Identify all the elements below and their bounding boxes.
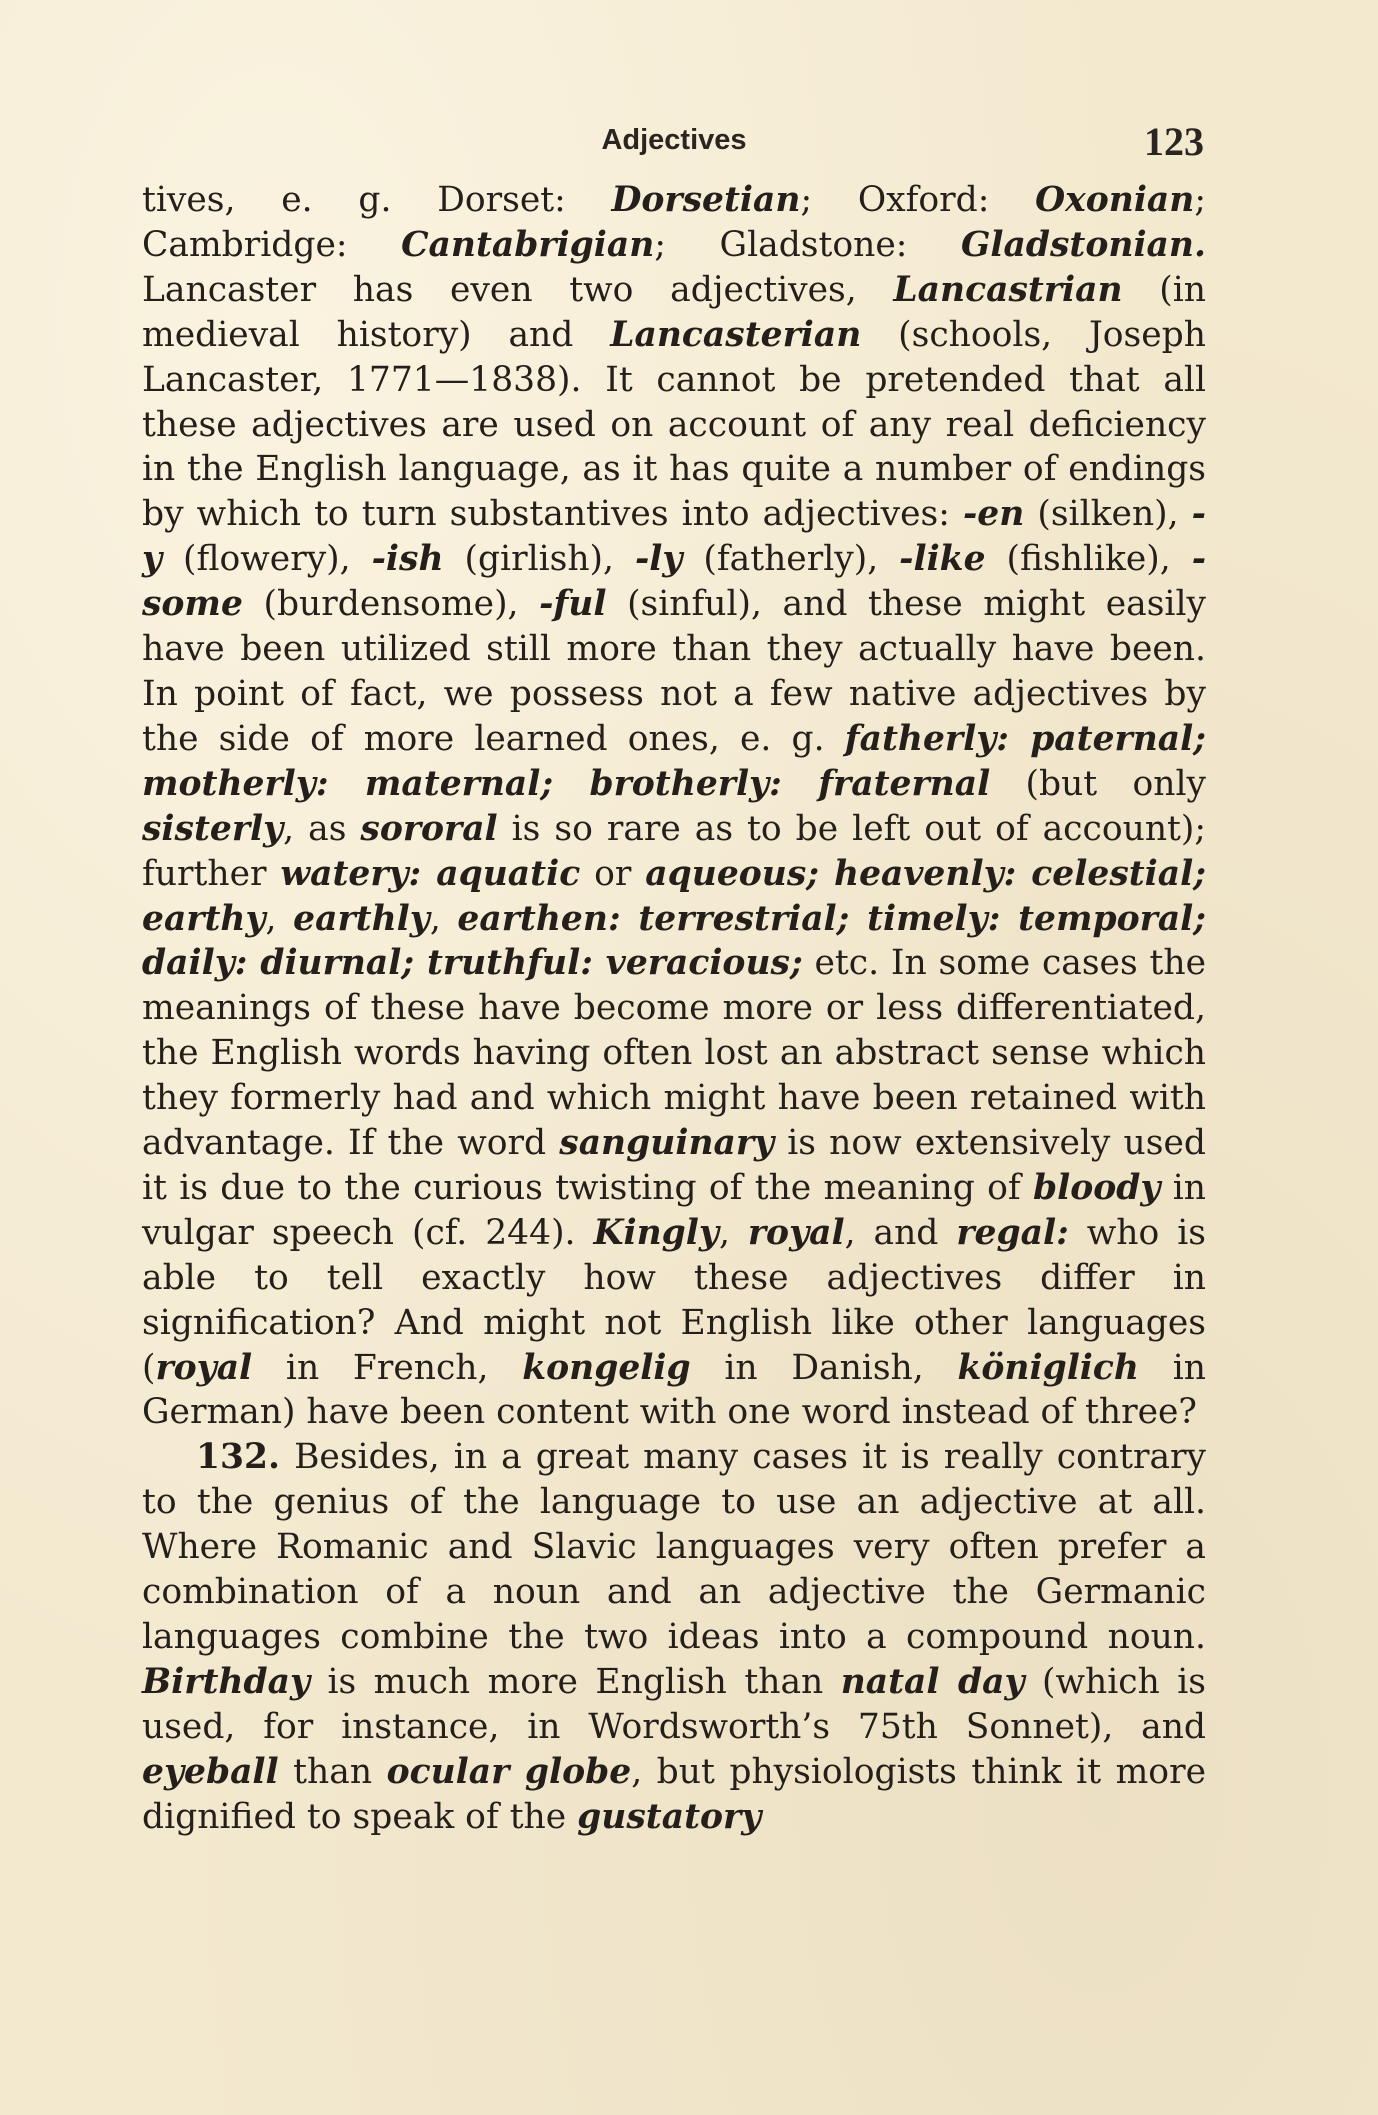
text-run: (flowery), [162,539,372,580]
page-header [144,118,1204,168]
italic-term: kongelig [522,1347,691,1388]
italic-term: natal day [840,1661,1025,1702]
text-run: (in medieval history) and [142,269,1206,355]
italic-term: fatherly: paternal; motherly: maternal; brotherly: fraternal [142,718,1207,804]
running-title: Adjectives [601,124,747,156]
italic-term: Kingly [593,1212,719,1253]
body-text [142,178,1206,1840]
text-run: who is able to tell exactly how these adjectives differ in signification? And might not English like other languages ( [142,1212,1207,1388]
text-run: (which is used, for instance, in Wordsworth’s 75th Sonnet), and [142,1661,1206,1747]
text-run: (fatherly), [682,539,900,580]
italic-term: sisterly [142,808,284,849]
italic-term: -y [142,494,1206,580]
text-run: , but physiologists think it more dignified to speak of the [142,1751,1206,1837]
italic-term: bloody [1033,1167,1161,1208]
text-run: in French, [252,1347,523,1388]
italic-term: -ly [634,539,683,580]
text-run: ; Cambridge: [142,180,1206,265]
section-number: 132. [196,1437,281,1478]
text-run: than [278,1751,387,1792]
italic-term: Oxonian [1035,180,1195,220]
italic-term: -ful [539,584,607,625]
text-run: (but only [990,763,1207,804]
italic-term: earthly [293,898,430,939]
italic-term: königlich [957,1347,1139,1388]
italic-term: Cantabrigian [401,224,655,265]
text-run: is much more English than [310,1661,841,1702]
italic-term: sanguinary [559,1123,775,1164]
text-run: (girlish), [443,539,635,580]
italic-term: Gladstonian. [960,224,1207,265]
italic-term: gustatory [577,1796,762,1837]
text-run: (burdensome), [242,584,540,625]
text-run: , [429,898,458,939]
text-run: (sinful), and these might easily have been utilized still more than they actually have been. In point of fact, we possess not a few native adjectives by the side of more learned ones, e. g. [142,584,1206,759]
italic-term: -some [142,539,1207,625]
text-run: or [580,853,646,894]
italic-term: earthen: terrestrial; timely: temporal; daily: diurnal; truthful: veracious; [142,898,1207,984]
italic-term: aqueous; heavenly: celestial; earthy [142,853,1206,939]
italic-term: sororal [360,808,498,849]
paragraph [142,1435,1206,1839]
italic-term: royal [747,1212,845,1253]
italic-term: Lancasterian [610,314,862,355]
text-run: , [265,898,294,939]
text-run: is now extensively used it is due to the curious twisting of the meaning of [142,1123,1206,1208]
italic-term: royal [155,1347,253,1388]
italic-term: ocular globe [386,1751,632,1792]
text-run: is so rare as to be left out of account); further [142,808,1206,894]
italic-term: eyeball [142,1751,279,1792]
text-run: etc. In some cases the meanings of these have become more or less differentiated, the English words having often lost an abstract sense which they formerly had and which might have been retained with advantage. If the word [142,943,1206,1164]
text-run: (fishlike), [985,539,1192,580]
italic-term: Birthday [142,1661,310,1702]
text-run: in vulgar speech (cf. 244). [142,1167,1206,1253]
text-run: Besides, in a great many cases it is really contrary to the genius of the language to use an adjective at all. Where Romanic and Slavic languages very often prefer a combination of a noun and an adjective the Germanic languages combine the two ideas into a compound noun. [142,1437,1206,1657]
paragraph [142,178,1206,1435]
text-run: (schools, Joseph Lancaster, 1771—1838). It cannot be pretended that all these adjectives are used on account of any real deficiency in the English language, as it has quite a number of endings by which to turn substantives into adjectives: [142,314,1206,535]
text-run: Lancaster has even two adjectives, [142,269,894,310]
italic-term: -en [962,494,1025,535]
italic-term: -ish [371,539,444,580]
page-number: 123 [1144,119,1204,164]
text-run: in Danish, [690,1347,958,1388]
italic-term: watery: aquatic [280,853,581,894]
italic-term: Lancastrian [893,269,1123,310]
text-run: , and [844,1212,957,1253]
text-run: in German) have been content with one word instead of three? [142,1347,1206,1433]
italic-term: -like [899,539,986,580]
text-run: (silken), [1024,494,1192,535]
text-run: , [718,1212,748,1253]
text-run: ; Gladstone: [654,224,961,265]
text-run: ; Oxford: [800,180,1036,220]
text-run: tives, e. g. Dorset: [142,180,612,220]
italic-term: regal: [956,1212,1069,1253]
italic-term: Dorsetian [611,180,801,220]
text-run: , as [283,808,361,849]
